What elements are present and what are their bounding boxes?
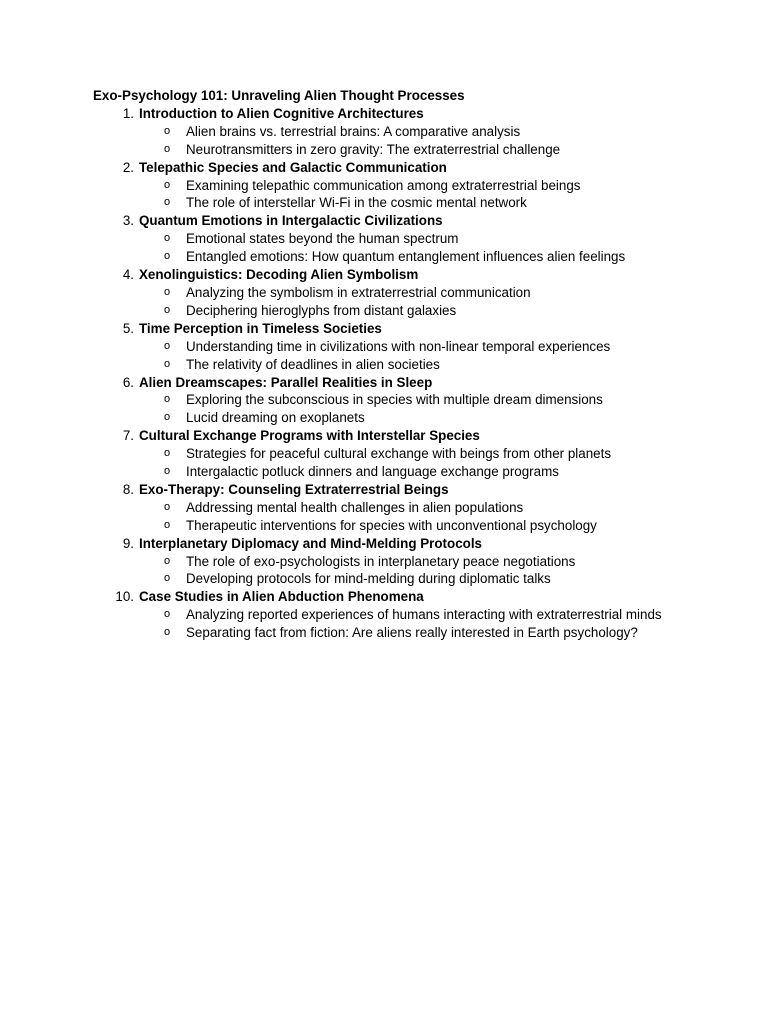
circle-bullet-icon: o bbox=[164, 303, 171, 316]
subtopic-item bbox=[93, 141, 666, 159]
topic-heading bbox=[93, 481, 693, 499]
subtopic-list bbox=[93, 391, 693, 427]
subtopic-item bbox=[93, 248, 666, 266]
subtopic-item bbox=[93, 230, 666, 248]
topic-item bbox=[93, 481, 693, 535]
subtopic-text: Separating fact from fiction: Are aliens really interested in Earth psychology? bbox=[186, 625, 638, 641]
topic-title: Exo-Therapy: Counseling Extraterrestrial Beings bbox=[139, 481, 449, 497]
subtopic-text: Emotional states beyond the human spectrum bbox=[186, 231, 459, 247]
subtopic-item bbox=[93, 624, 666, 642]
topic-title: Cultural Exchange Programs with Interstellar Species bbox=[139, 428, 480, 444]
subtopic-list bbox=[93, 499, 693, 535]
circle-bullet-icon: o bbox=[164, 572, 171, 585]
topic-number: 8. bbox=[122, 481, 134, 497]
topic-number: 2. bbox=[122, 159, 134, 175]
circle-bullet-icon: o bbox=[164, 142, 171, 155]
subtopic-text: The role of exo-psychologists in interplanetary peace negotiations bbox=[186, 553, 576, 569]
subtopic-text: Understanding time in civilizations with non-linear temporal experiences bbox=[186, 338, 611, 354]
topic-item bbox=[93, 266, 693, 320]
subtopic-text: Alien brains vs. terrestrial brains: A comparative analysis bbox=[186, 123, 521, 139]
circle-bullet-icon: o bbox=[164, 124, 171, 137]
topic-heading bbox=[93, 427, 693, 445]
subtopic-item bbox=[93, 606, 666, 624]
circle-bullet-icon: o bbox=[164, 339, 171, 352]
subtopic-item bbox=[93, 356, 666, 374]
subtopic-text: Entangled emotions: How quantum entanglement influences alien feelings bbox=[186, 249, 626, 265]
topic-heading bbox=[93, 320, 693, 338]
subtopic-text: Analyzing the symbolism in extraterrestrial communication bbox=[186, 284, 531, 300]
subtopic-list bbox=[93, 123, 693, 159]
topic-number: 10. bbox=[115, 589, 134, 605]
topic-heading bbox=[93, 266, 693, 284]
topic-title: Telepathic Species and Galactic Communication bbox=[139, 159, 447, 175]
topic-number: 3. bbox=[122, 213, 134, 229]
subtopic-text: Intergalactic potluck dinners and language exchange programs bbox=[186, 464, 559, 480]
subtopic-text: Therapeutic interventions for species with unconventional psychology bbox=[186, 517, 597, 533]
topic-item bbox=[93, 535, 693, 589]
subtopic-item bbox=[93, 445, 666, 463]
subtopic-text: Analyzing reported experiences of humans interacting with extraterrestrial minds bbox=[186, 607, 662, 623]
subtopic-text: Exploring the subconscious in species with multiple dream dimensions bbox=[186, 392, 603, 408]
document-title: Exo-Psychology 101: Unraveling Alien Thought Processes bbox=[93, 88, 465, 103]
circle-bullet-icon: o bbox=[164, 500, 171, 513]
subtopic-item bbox=[93, 177, 666, 195]
topic-number: 5. bbox=[122, 320, 134, 336]
subtopic-item bbox=[93, 517, 666, 535]
topic-number: 9. bbox=[122, 535, 134, 551]
topic-item bbox=[93, 159, 693, 213]
topic-number: 6. bbox=[122, 374, 134, 390]
topic-title: Quantum Emotions in Intergalactic Civilizations bbox=[139, 213, 443, 229]
subtopic-list bbox=[93, 445, 693, 481]
subtopic-item bbox=[93, 302, 666, 320]
document-body bbox=[93, 87, 693, 642]
circle-bullet-icon: o bbox=[164, 447, 171, 460]
circle-bullet-icon: o bbox=[164, 518, 171, 531]
topic-heading bbox=[93, 374, 693, 392]
topic-heading bbox=[93, 588, 693, 606]
subtopic-text: Developing protocols for mind-melding during diplomatic talks bbox=[186, 571, 551, 587]
topic-item bbox=[93, 212, 693, 266]
subtopic-text: Neurotransmitters in zero gravity: The extraterrestrial challenge bbox=[186, 141, 561, 157]
subtopic-item bbox=[93, 409, 666, 427]
topic-title: Interplanetary Diplomacy and Mind-Melding Protocols bbox=[139, 535, 482, 551]
circle-bullet-icon: o bbox=[164, 393, 171, 406]
circle-bullet-icon: o bbox=[164, 232, 171, 245]
topic-title: Alien Dreamscapes: Parallel Realities in Sleep bbox=[139, 374, 433, 390]
subtopic-text: Addressing mental health challenges in alien populations bbox=[186, 499, 524, 515]
circle-bullet-icon: o bbox=[164, 285, 171, 298]
circle-bullet-icon: o bbox=[164, 626, 171, 639]
topic-heading bbox=[93, 105, 693, 123]
circle-bullet-icon: o bbox=[164, 608, 171, 621]
subtopic-list bbox=[93, 338, 693, 374]
topic-item bbox=[93, 427, 693, 481]
topic-title: Introduction to Alien Cognitive Architectures bbox=[139, 105, 424, 121]
subtopic-item bbox=[93, 391, 666, 409]
subtopic-item bbox=[93, 463, 666, 481]
circle-bullet-icon: o bbox=[164, 465, 171, 478]
subtopic-item bbox=[93, 284, 666, 302]
topic-number: 4. bbox=[122, 267, 134, 283]
circle-bullet-icon: o bbox=[164, 196, 171, 209]
subtopic-list bbox=[93, 606, 693, 642]
topic-list bbox=[93, 105, 693, 642]
subtopic-text: Deciphering hieroglyphs from distant galaxies bbox=[186, 302, 457, 318]
circle-bullet-icon: o bbox=[164, 554, 171, 567]
topic-item bbox=[93, 320, 693, 374]
topic-title: Time Perception in Timeless Societies bbox=[139, 320, 382, 336]
subtopic-item bbox=[93, 499, 666, 517]
topic-heading bbox=[93, 159, 693, 177]
topic-title: Xenolinguistics: Decoding Alien Symbolism bbox=[139, 267, 419, 283]
subtopic-item bbox=[93, 553, 666, 571]
topic-heading bbox=[93, 535, 693, 553]
subtopic-list bbox=[93, 177, 693, 213]
subtopic-text: The relativity of deadlines in alien societies bbox=[186, 356, 440, 372]
subtopic-item bbox=[93, 338, 666, 356]
subtopic-item bbox=[93, 570, 666, 588]
circle-bullet-icon: o bbox=[164, 357, 171, 370]
topic-item bbox=[93, 588, 693, 642]
topic-item bbox=[93, 374, 693, 428]
subtopic-item bbox=[93, 123, 666, 141]
topic-item bbox=[93, 105, 693, 159]
subtopic-text: Examining telepathic communication among extraterrestrial beings bbox=[186, 177, 581, 193]
subtopic-list bbox=[93, 230, 693, 266]
subtopic-list bbox=[93, 553, 693, 589]
topic-number: 1. bbox=[122, 105, 134, 121]
subtopic-item bbox=[93, 194, 666, 212]
subtopic-text: The role of interstellar Wi-Fi in the cosmic mental network bbox=[186, 195, 527, 211]
topic-number: 7. bbox=[122, 428, 134, 444]
subtopic-list bbox=[93, 284, 693, 320]
topic-title: Case Studies in Alien Abduction Phenomena bbox=[139, 589, 424, 605]
subtopic-text: Strategies for peaceful cultural exchange with beings from other planets bbox=[186, 446, 612, 462]
topic-heading bbox=[93, 212, 693, 230]
circle-bullet-icon: o bbox=[164, 411, 171, 424]
subtopic-text: Lucid dreaming on exoplanets bbox=[186, 410, 365, 426]
circle-bullet-icon: o bbox=[164, 178, 171, 191]
circle-bullet-icon: o bbox=[164, 250, 171, 263]
